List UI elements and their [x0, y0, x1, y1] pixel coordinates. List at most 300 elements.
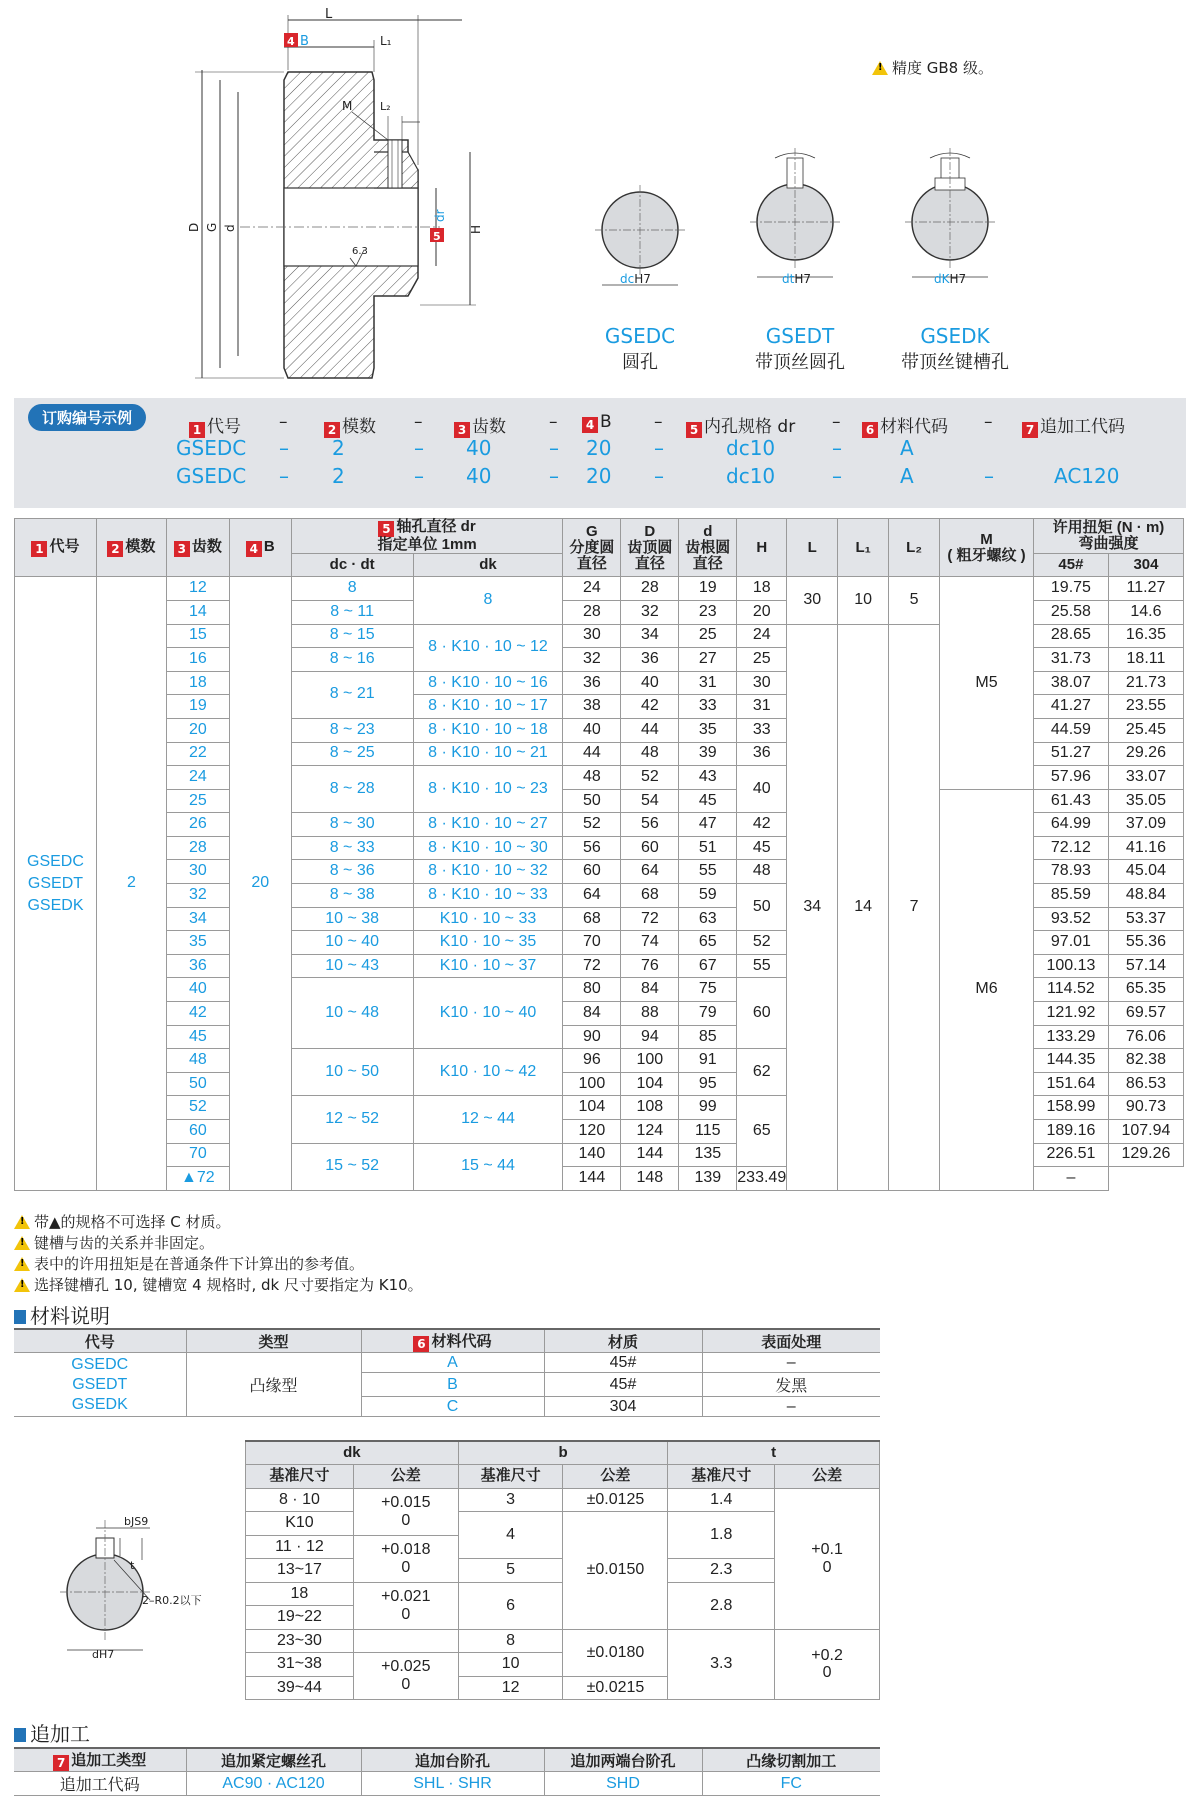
torque-304-cell: 41.16 — [1108, 836, 1183, 860]
dk-cell: 8 · K10 · 10 ~ 21 — [413, 742, 563, 766]
g-cell: 60 — [563, 860, 621, 884]
teeth-cell: 20 — [166, 718, 229, 742]
mat-h-matcode: 6 材料代码 — [361, 1329, 544, 1353]
mat-code-c: C — [361, 1397, 544, 1417]
teeth-cell: 14 — [166, 600, 229, 624]
g-cell: 48 — [563, 766, 621, 790]
torque-45-cell: 61.43 — [1033, 789, 1108, 813]
order-r2-b: 20 — [586, 464, 612, 488]
d-root-cell: 139 — [679, 1167, 737, 1191]
order-r1-material: A — [900, 436, 914, 460]
torque-304-cell: 53.37 — [1108, 907, 1183, 931]
torque-304-cell: 37.09 — [1108, 813, 1183, 837]
order-r2-module: 2 — [332, 464, 345, 488]
order-r2-addl: AC120 — [1054, 464, 1120, 488]
svg-text:L₂: L₂ — [380, 100, 391, 113]
svg-text:D: D — [187, 222, 201, 232]
dcdt-cell: 8 ~ 23 — [291, 718, 413, 742]
g-cell: 64 — [563, 884, 621, 908]
key-dk: 23~30 — [246, 1629, 354, 1653]
teeth-cell: 48 — [166, 1049, 229, 1073]
dash: – — [832, 464, 842, 488]
torque-45-cell: 158.99 — [1033, 1096, 1108, 1120]
torque-304-cell: 90.73 — [1108, 1096, 1183, 1120]
warning-icon — [872, 61, 888, 75]
d-outer-cell: 32 — [621, 600, 679, 624]
teeth-cell: 18 — [166, 671, 229, 695]
d-outer-cell: 94 — [621, 1025, 679, 1049]
g-cell: 72 — [563, 954, 621, 978]
teeth-cell: 45 — [166, 1025, 229, 1049]
key-dk-tol: +0.015 0 — [353, 1488, 458, 1535]
spec-table — [14, 518, 1184, 1191]
torque-304-cell: 16.35 — [1108, 624, 1183, 648]
mat-surface: – — [702, 1397, 880, 1417]
d-outer-cell: 56 — [621, 813, 679, 837]
teeth-cell: 12 — [166, 577, 229, 601]
addl-row-label: 追加工代码 — [14, 1772, 186, 1796]
key-dk: 39~44 — [246, 1676, 354, 1700]
mat-material: 45# — [544, 1353, 702, 1373]
torque-304-cell: – — [1033, 1167, 1108, 1191]
d-root-cell: 47 — [679, 813, 737, 837]
d-root-cell: 135 — [679, 1143, 737, 1167]
g-cell: 68 — [563, 907, 621, 931]
dk-cell: K10 · 10 ~ 37 — [413, 954, 563, 978]
key-b: 3 — [458, 1488, 563, 1512]
l1-cell: 14 — [838, 624, 889, 1190]
order-h-module: 2 模数 — [324, 412, 376, 438]
d-root-cell: 23 — [679, 600, 737, 624]
material-title: 材料说明 — [14, 1300, 110, 1329]
dk-cell: 8 · K10 · 10 ~ 27 — [413, 813, 563, 837]
mat-h-material: 材质 — [544, 1329, 702, 1353]
b-cell: 20 — [229, 577, 291, 1190]
h-d-outer: D 齿顶圆 直径 — [621, 519, 679, 577]
dash: – — [414, 412, 423, 432]
h-m: M ( 粗牙螺纹 ) — [940, 519, 1034, 577]
svg-text:L: L — [325, 7, 333, 22]
mat-codes: GSEDC GSEDT GSEDK — [14, 1353, 186, 1417]
svg-text:B: B — [300, 34, 309, 49]
d-outer-cell: 76 — [621, 954, 679, 978]
l2-cell: 5 — [889, 577, 940, 624]
dash: – — [654, 436, 664, 460]
g-cell: 56 — [563, 836, 621, 860]
addl-h-double-step: 追加两端台阶孔 — [544, 1748, 702, 1772]
h-cell: 18 — [737, 577, 787, 601]
torque-304-cell: 14.6 — [1108, 600, 1183, 624]
addl-h-screw: 追加紧定螺丝孔 — [186, 1748, 361, 1772]
torque-304-cell: 25.45 — [1108, 718, 1183, 742]
d-outer-cell: 64 — [621, 860, 679, 884]
d-outer-cell: 28 — [621, 577, 679, 601]
order-example — [14, 398, 1186, 508]
dash: – — [279, 412, 288, 432]
d-outer-cell: 34 — [621, 624, 679, 648]
g-cell: 80 — [563, 978, 621, 1002]
dk-cell: K10 · 10 ~ 33 — [413, 907, 563, 931]
svg-text:H: H — [469, 224, 483, 234]
dk-cell: K10 · 10 ~ 35 — [413, 931, 563, 955]
teeth-cell: 30 — [166, 860, 229, 884]
g-cell: 120 — [563, 1120, 621, 1144]
g-cell: 70 — [563, 931, 621, 955]
addl-code-shd: SHD — [544, 1772, 702, 1796]
teeth-cell: 70 — [166, 1143, 229, 1167]
dk-cell: 8 · K10 · 10 ~ 33 — [413, 884, 563, 908]
dcdt-cell: 8 — [291, 577, 413, 601]
dash: – — [654, 464, 664, 488]
code-cell: GSEDC GSEDT GSEDK — [15, 577, 97, 1190]
dk-cell: 8 · K10 · 10 ~ 16 — [413, 671, 563, 695]
torque-304-cell: 65.35 — [1108, 978, 1183, 1002]
bore-type-gsedc: GSEDC 圆孔 — [604, 324, 676, 373]
note-3: !表中的许用扭矩是在普通条件下计算出的参考值。 — [14, 1254, 423, 1275]
torque-45-cell: 97.01 — [1033, 931, 1108, 955]
torque-304-cell: 23.55 — [1108, 695, 1183, 719]
dash: – — [984, 464, 994, 488]
key-b: 12 — [458, 1676, 563, 1700]
bore-dim-dt: dtH7 — [782, 272, 811, 286]
dcdt-cell: 8 ~ 38 — [291, 884, 413, 908]
mat-surface: – — [702, 1353, 880, 1373]
torque-45-cell: 64.99 — [1033, 813, 1108, 837]
h-torque: 许用扭矩 (N · m) 弯曲强度 — [1033, 519, 1183, 554]
g-cell: 24 — [563, 577, 621, 601]
dcdt-cell: 8 ~ 33 — [291, 836, 413, 860]
d-outer-cell: 36 — [621, 648, 679, 672]
teeth-cell: 35 — [166, 931, 229, 955]
svg-text:5: 5 — [433, 230, 441, 243]
table-row — [15, 577, 1184, 601]
notes — [14, 1212, 423, 1296]
torque-45-cell: 233.49 — [737, 1167, 787, 1191]
h-cell: 45 — [737, 836, 787, 860]
torque-304-cell: 76.06 — [1108, 1025, 1183, 1049]
torque-45-cell: 100.13 — [1033, 954, 1108, 978]
d-outer-cell: 74 — [621, 931, 679, 955]
h-d-root: d 齿根圆 直径 — [679, 519, 737, 577]
d-root-cell: 27 — [679, 648, 737, 672]
torque-304-cell: 69.57 — [1108, 1002, 1183, 1026]
d-root-cell: 31 — [679, 671, 737, 695]
dash: – — [414, 436, 424, 460]
teeth-cell: 40 — [166, 978, 229, 1002]
dcdt-cell: 15 ~ 52 — [291, 1143, 413, 1190]
teeth-cell: 22 — [166, 742, 229, 766]
h-304: 304 — [1108, 553, 1183, 577]
dk-cell: 8 · K10 · 10 ~ 32 — [413, 860, 563, 884]
d-root-cell: 67 — [679, 954, 737, 978]
key-fig-bjs: bJS9 — [124, 1515, 149, 1528]
h-cell: 48 — [737, 860, 787, 884]
h-cell: 36 — [737, 742, 787, 766]
key-dk: 13~17 — [246, 1559, 354, 1583]
dash: – — [414, 464, 424, 488]
g-cell: 90 — [563, 1025, 621, 1049]
dcdt-cell: 10 ~ 43 — [291, 954, 413, 978]
d-root-cell: 75 — [679, 978, 737, 1002]
dk-cell: 8 · K10 · 10 ~ 12 — [413, 624, 563, 671]
addl-h-flange-cut: 凸缘切割加工 — [702, 1748, 880, 1772]
dcdt-cell: 8 ~ 28 — [291, 766, 413, 813]
h-cell: 60 — [737, 978, 787, 1049]
l-cell: 34 — [787, 624, 838, 1190]
torque-304-cell: 86.53 — [1108, 1072, 1183, 1096]
d-outer-cell: 124 — [621, 1120, 679, 1144]
mat-code-b: B — [361, 1373, 544, 1397]
dcdt-cell: 12 ~ 52 — [291, 1096, 413, 1143]
torque-45-cell: 144.35 — [1033, 1049, 1108, 1073]
mat-code-a: A — [361, 1353, 544, 1373]
addl-code-sh: SHL · SHR — [361, 1772, 544, 1796]
d-root-cell: 91 — [679, 1049, 737, 1073]
d-outer-cell: 60 — [621, 836, 679, 860]
addl-h-type: 7 追加工类型 — [14, 1748, 186, 1772]
key-b: 6 — [458, 1582, 563, 1629]
d-outer-cell: 40 — [621, 671, 679, 695]
d-outer-cell: 144 — [621, 1143, 679, 1167]
mat-h-type: 类型 — [186, 1329, 361, 1353]
torque-45-cell: 31.73 — [1033, 648, 1108, 672]
torque-45-cell: 41.27 — [1033, 695, 1108, 719]
teeth-cell: 52 — [166, 1096, 229, 1120]
g-cell: 50 — [563, 789, 621, 813]
addl-title: 追加工 — [14, 1718, 90, 1747]
addl-code-ac: AC90 · AC120 — [186, 1772, 361, 1796]
dk-cell: 12 ~ 44 — [413, 1096, 563, 1143]
torque-304-cell: 35.05 — [1108, 789, 1183, 813]
key-b-tol: ±0.0180 — [563, 1629, 668, 1676]
dash: – — [984, 412, 993, 432]
mat-surface: 发黑 — [702, 1373, 880, 1397]
torque-304-cell: 21.73 — [1108, 671, 1183, 695]
d-root-cell: 63 — [679, 907, 737, 931]
torque-304-cell: 29.26 — [1108, 742, 1183, 766]
d-root-cell: 45 — [679, 789, 737, 813]
order-r2-material: A — [900, 464, 914, 488]
key-b: 10 — [458, 1653, 563, 1677]
h-cell: 30 — [737, 671, 787, 695]
key-fig-dh7: dH7 — [92, 1648, 115, 1661]
torque-45-cell: 189.16 — [1033, 1120, 1108, 1144]
torque-45-cell: 51.27 — [1033, 742, 1108, 766]
key-h-tol: 公差 — [563, 1465, 668, 1489]
h-bore: 5 轴孔直径 dr 指定单位 1mm — [291, 519, 563, 554]
h-cell: 20 — [737, 600, 787, 624]
g-cell: 28 — [563, 600, 621, 624]
g-cell: 52 — [563, 813, 621, 837]
d-root-cell: 115 — [679, 1120, 737, 1144]
key-b: 4 — [458, 1512, 563, 1559]
svg-text:d: d — [223, 224, 237, 232]
h-cell: 50 — [737, 884, 787, 931]
d-root-cell: 99 — [679, 1096, 737, 1120]
d-root-cell: 19 — [679, 577, 737, 601]
torque-45-cell: 25.58 — [1033, 600, 1108, 624]
dk-cell: 8 · K10 · 10 ~ 23 — [413, 766, 563, 813]
g-cell: 100 — [563, 1072, 621, 1096]
key-b-tol: ±0.0125 — [563, 1488, 668, 1512]
key-h-base: 基准尺寸 — [458, 1465, 563, 1489]
key-h-base: 基准尺寸 — [668, 1465, 775, 1489]
m-cell: M6 — [940, 789, 1034, 1190]
key-b: 8 — [458, 1629, 563, 1653]
key-dk: 18 — [246, 1582, 354, 1606]
dcdt-cell: 8 ~ 15 — [291, 624, 413, 648]
order-r2-code: GSEDC — [176, 464, 247, 488]
dash: – — [279, 464, 289, 488]
d-outer-cell: 54 — [621, 789, 679, 813]
g-cell: 44 — [563, 742, 621, 766]
h-h: H — [737, 519, 787, 577]
torque-304-cell: 57.14 — [1108, 954, 1183, 978]
key-t: 2.3 — [668, 1559, 775, 1583]
svg-text:6.3: 6.3 — [352, 246, 368, 257]
h-l1: L₁ — [838, 519, 889, 577]
teeth-cell: 42 — [166, 1002, 229, 1026]
teeth-cell: 60 — [166, 1120, 229, 1144]
warning-icon — [14, 1215, 30, 1229]
d-outer-cell: 148 — [621, 1167, 679, 1191]
mat-material: 45# — [544, 1373, 702, 1397]
h-cell: 55 — [737, 954, 787, 978]
warning-icon — [14, 1236, 30, 1250]
g-cell: 38 — [563, 695, 621, 719]
d-outer-cell: 68 — [621, 884, 679, 908]
torque-304-cell: 11.27 — [1108, 577, 1183, 601]
key-t-tol: +0.1 0 — [775, 1488, 880, 1629]
teeth-cell: 34 — [166, 907, 229, 931]
h-cell: 25 — [737, 648, 787, 672]
order-h-addl: 7 追加工代码 — [1022, 412, 1125, 438]
h-cell: 31 — [737, 695, 787, 719]
h-cell: 40 — [737, 766, 787, 813]
mat-material: 304 — [544, 1397, 702, 1417]
teeth-cell: 16 — [166, 648, 229, 672]
dcdt-cell: 8 ~ 11 — [291, 600, 413, 624]
warning-icon — [14, 1257, 30, 1271]
key-h-b: b — [458, 1441, 668, 1465]
d-root-cell: 95 — [679, 1072, 737, 1096]
svg-text:L₁: L₁ — [380, 34, 392, 48]
order-r1-b: 20 — [586, 436, 612, 460]
key-t-tol: +0.2 0 — [775, 1629, 880, 1700]
h-cell: 52 — [737, 931, 787, 955]
d-root-cell: 25 — [679, 624, 737, 648]
order-h-b: 4 B — [582, 412, 612, 433]
d-root-cell: 51 — [679, 836, 737, 860]
mat-type: 凸缘型 — [186, 1353, 361, 1417]
d-outer-cell: 42 — [621, 695, 679, 719]
dash: – — [279, 436, 289, 460]
dcdt-cell: 8 ~ 21 — [291, 671, 413, 718]
key-b-tol: ±0.0215 — [563, 1676, 668, 1700]
l-cell: 30 — [787, 577, 838, 624]
bore-type-gsedt: GSEDT 带顶丝圆孔 — [755, 324, 845, 373]
d-outer-cell: 72 — [621, 907, 679, 931]
mat-h-surface: 表面处理 — [702, 1329, 880, 1353]
key-h-dk: dk — [246, 1441, 459, 1465]
key-dk-tol: +0.018 0 — [353, 1535, 458, 1582]
torque-304-cell: 107.94 — [1108, 1120, 1183, 1144]
torque-45-cell: 85.59 — [1033, 884, 1108, 908]
torque-45-cell: 133.29 — [1033, 1025, 1108, 1049]
d-outer-cell: 84 — [621, 978, 679, 1002]
torque-304-cell: 55.36 — [1108, 931, 1183, 955]
dash: – — [832, 412, 841, 432]
torque-45-cell: 57.96 — [1033, 766, 1108, 790]
d-root-cell: 59 — [679, 884, 737, 908]
key-dk: 31~38 — [246, 1653, 354, 1677]
h-module: 2 模数 — [96, 519, 166, 577]
torque-304-cell: 33.07 — [1108, 766, 1183, 790]
teeth-cell: 19 — [166, 695, 229, 719]
note-2: !键槽与齿的关系并非固定。 — [14, 1233, 423, 1254]
h-cell: 65 — [737, 1096, 787, 1167]
key-dk: 19~22 — [246, 1606, 354, 1630]
h-45: 45# — [1033, 553, 1108, 577]
key-dk: K10 — [246, 1512, 354, 1536]
g-cell: 144 — [563, 1167, 621, 1191]
teeth-cell: 32 — [166, 884, 229, 908]
m-cell: M5 — [940, 577, 1034, 789]
torque-304-cell: 82.38 — [1108, 1049, 1183, 1073]
teeth-cell: 28 — [166, 836, 229, 860]
h-dk: dk — [413, 553, 563, 577]
d-root-cell: 79 — [679, 1002, 737, 1026]
d-outer-cell: 88 — [621, 1002, 679, 1026]
order-h-code: 1 代号 — [189, 412, 241, 438]
dk-cell: K10 · 10 ~ 42 — [413, 1049, 563, 1096]
key-dk-tol: +0.025 0 — [353, 1653, 458, 1700]
svg-text:M: M — [342, 99, 353, 113]
torque-304-cell: 129.26 — [1108, 1143, 1183, 1167]
dk-cell: 15 ~ 44 — [413, 1143, 563, 1190]
module-cell: 2 — [96, 577, 166, 1190]
precision-note: !精度 GB8 级。 — [872, 57, 993, 78]
torque-45-cell: 93.52 — [1033, 907, 1108, 931]
torque-45-cell: 78.93 — [1033, 860, 1108, 884]
key-dk-tol: +0.021 0 — [353, 1582, 458, 1629]
order-h-teeth: 3 齿数 — [454, 412, 506, 438]
teeth-cell: 25 — [166, 789, 229, 813]
torque-304-cell: 48.84 — [1108, 884, 1183, 908]
d-root-cell: 55 — [679, 860, 737, 884]
d-outer-cell: 108 — [621, 1096, 679, 1120]
order-r1-module: 2 — [332, 436, 345, 460]
d-root-cell: 43 — [679, 766, 737, 790]
order-r1-teeth: 40 — [466, 436, 492, 460]
dash: – — [549, 412, 558, 432]
dk-cell: K10 · 10 ~ 40 — [413, 978, 563, 1049]
order-r1-bore: dc10 — [726, 436, 776, 460]
h-cell: 24 — [737, 624, 787, 648]
torque-304-cell: 18.11 — [1108, 648, 1183, 672]
warning-icon — [14, 1278, 30, 1292]
torque-45-cell: 114.52 — [1033, 978, 1108, 1002]
torque-45-cell: 38.07 — [1033, 671, 1108, 695]
g-cell: 104 — [563, 1096, 621, 1120]
bore-type-gsedk: GSEDK 带顶丝键槽孔 — [901, 324, 1009, 373]
h-g: G 分度圆 直径 — [563, 519, 621, 577]
dk-cell: 8 — [413, 577, 563, 624]
torque-45-cell: 28.65 — [1033, 624, 1108, 648]
h-code: 1 代号 — [15, 519, 97, 577]
key-t: 1.8 — [668, 1512, 775, 1559]
g-cell: 32 — [563, 648, 621, 672]
